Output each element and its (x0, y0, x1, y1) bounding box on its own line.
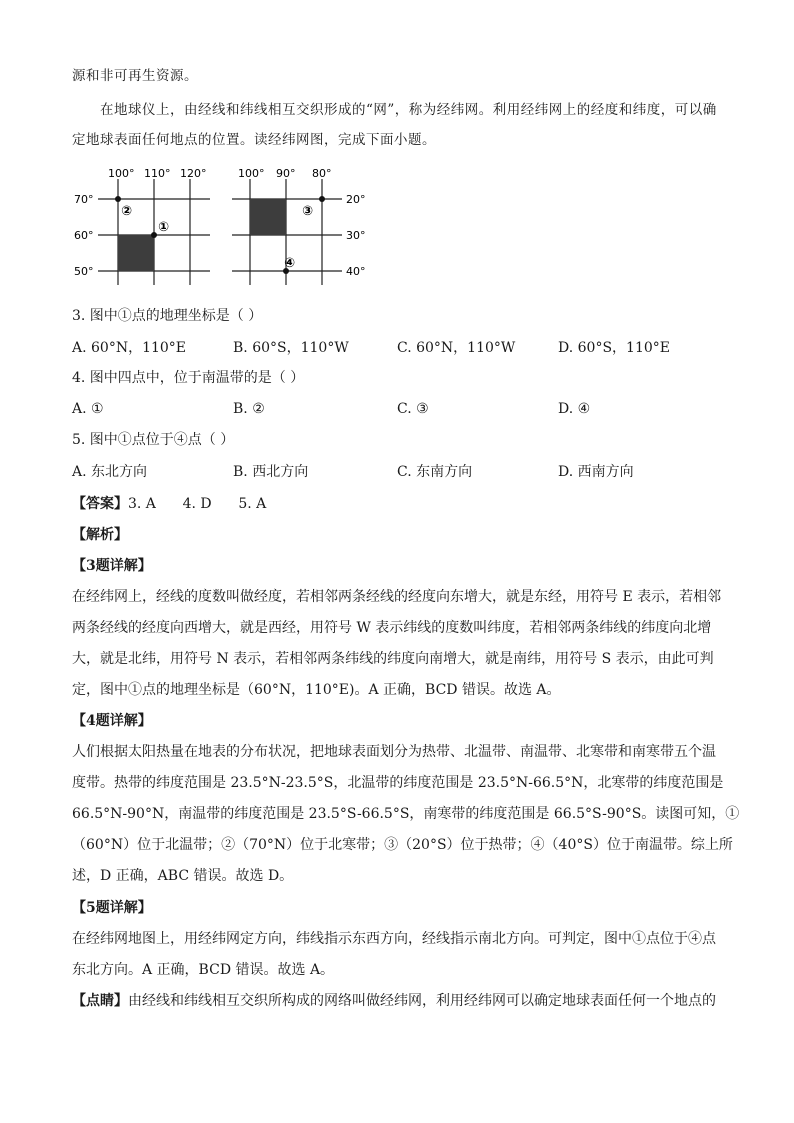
detail-4-tag: 【4题详解】 (72, 713, 152, 729)
detail-4-line-2: 度带。热带的纬度范围是 23.5°N-23.5°S，北温带的纬度范围是 23.5°N-66.5°N，北寒带的纬度范围是 (72, 775, 724, 791)
question-5-option-a[interactable]: A. 东北方向 (72, 464, 148, 480)
point-label-1: ① (158, 220, 170, 235)
analysis-tag: 【解析】 (72, 527, 128, 543)
detail-3-line-4: 定，图中①点的地理坐标是（60°N，110°E)。A 正确，BCD 错误。故选 A。 (72, 682, 561, 698)
right-top-label-2: 80° (312, 167, 332, 180)
question-4-option-a[interactable]: A. ① (72, 401, 104, 417)
right-side-label-0: 20° (346, 193, 366, 206)
answer-text: 3. A 4. D 5. A (128, 496, 267, 512)
left-side-label-2: 50° (74, 265, 94, 278)
graticule-figure (70, 165, 380, 285)
detail-4-line-4: （60°N）位于北温带；②（70°N）位于北寒带；③（20°S）位于热带；④（40°S）位于南温带。综上所 (72, 837, 733, 853)
left-side-label-1: 60° (74, 229, 94, 242)
passage-line-2: 定地球表面任何地点的位置。读经纬网图，完成下面小题。 (72, 132, 436, 148)
left-side-label-0: 70° (74, 193, 94, 206)
question-3-option-b[interactable]: B. 60°S，110°W (233, 340, 349, 356)
passage-line-1: 在地球仪上，由经线和纬线相互交织形成的“网”，称为经纬网。利用经纬网上的经度和纬度，可以确 (100, 102, 717, 118)
detail-5-line-1: 在经纬网地图上，用经纬网定方向，纬线指示东西方向，经线指示南北方向。可判定，图中①点位于④点 (72, 931, 716, 947)
tip-tag: 【点睛】 (72, 993, 128, 1009)
question-5-stem: 5. 图中①点位于④点（ ） (72, 432, 235, 448)
question-5-option-d[interactable]: D. 西南方向 (558, 464, 634, 480)
point-label-3: ③ (302, 204, 314, 219)
detail-4-line-3: 66.5°N-90°N，南温带的纬度范围是 23.5°S-66.5°S，南寒带的纬度范围是 66.5°S-90°S。读图可知，① (72, 806, 740, 822)
detail-3-tag: 【3题详解】 (72, 558, 152, 574)
right-top-label-1: 90° (276, 167, 296, 180)
detail-3-line-2: 两条经线的经度向西增大，就是西经，用符号 W 表示纬线的度数叫纬度，若相邻两条纬线的纬度向北增 (72, 620, 712, 636)
question-5-option-b[interactable]: B. 西北方向 (233, 464, 309, 480)
left-grid-dot-1 (115, 196, 121, 202)
right-grid-dot-1 (319, 196, 325, 202)
left-top-label-0: 100° (108, 167, 135, 180)
answer-line (72, 494, 266, 514)
detail-4-line-5: 述，D 正确，ABC 错误。故选 D。 (72, 868, 294, 884)
question-3-stem: 3. 图中①点的地理坐标是（ ） (72, 308, 263, 324)
question-5-option-c[interactable]: C. 东南方向 (397, 464, 473, 480)
tip-line (72, 991, 716, 1011)
point-label-4: ④ (284, 256, 296, 271)
question-3-option-d[interactable]: D. 60°S，110°E (558, 340, 670, 356)
detail-4-line-1: 人们根据太阳热量在地表的分布状况，把地球表面划分为热带、北温带、南温带、北寒带和南寒带五个温 (72, 744, 716, 760)
left-grid-dot-2 (151, 232, 157, 238)
left-shaded-cell (118, 235, 154, 271)
intro-tail: 源和非可再生资源。 (72, 68, 198, 84)
right-side-label-1: 30° (346, 229, 366, 242)
question-4-stem: 4. 图中四点中，位于南温带的是（ ） (72, 370, 305, 386)
tip-text: 由经线和纬线相互交织所构成的网络叫做经纬网，利用经纬网可以确定地球表面任何一个地点的 (128, 993, 716, 1009)
point-label-2: ② (121, 204, 133, 219)
question-3-option-c[interactable]: C. 60°N，110°W (397, 340, 516, 356)
detail-3-line-3: 大，就是北纬，用符号 N 表示，若相邻两条纬线的纬度向南增大，就是南纬，用符号 S 表示，由此可判 (72, 651, 714, 667)
left-top-label-1: 110° (144, 167, 171, 180)
right-side-label-2: 40° (346, 265, 366, 278)
answer-tag: 【答案】 (72, 496, 128, 512)
detail-5-tag: 【5题详解】 (72, 900, 152, 916)
question-4-option-c[interactable]: C. ③ (397, 401, 429, 417)
question-4-option-d[interactable]: D. ④ (558, 401, 591, 417)
question-4-option-b[interactable]: B. ② (233, 401, 265, 417)
detail-5-line-2: 东北方向。A 正确，BCD 错误。故选 A。 (72, 962, 335, 978)
right-shaded-cell (250, 199, 286, 235)
detail-3-line-1: 在经纬网上，经线的度数叫做经度，若相邻两条经线的经度向东增大，就是东经，用符号 E 表示，若相邻 (72, 589, 722, 605)
question-3-option-a[interactable]: A. 60°N，110°E (72, 340, 187, 356)
right-top-label-0: 100° (238, 167, 265, 180)
left-top-label-2: 120° (180, 167, 207, 180)
